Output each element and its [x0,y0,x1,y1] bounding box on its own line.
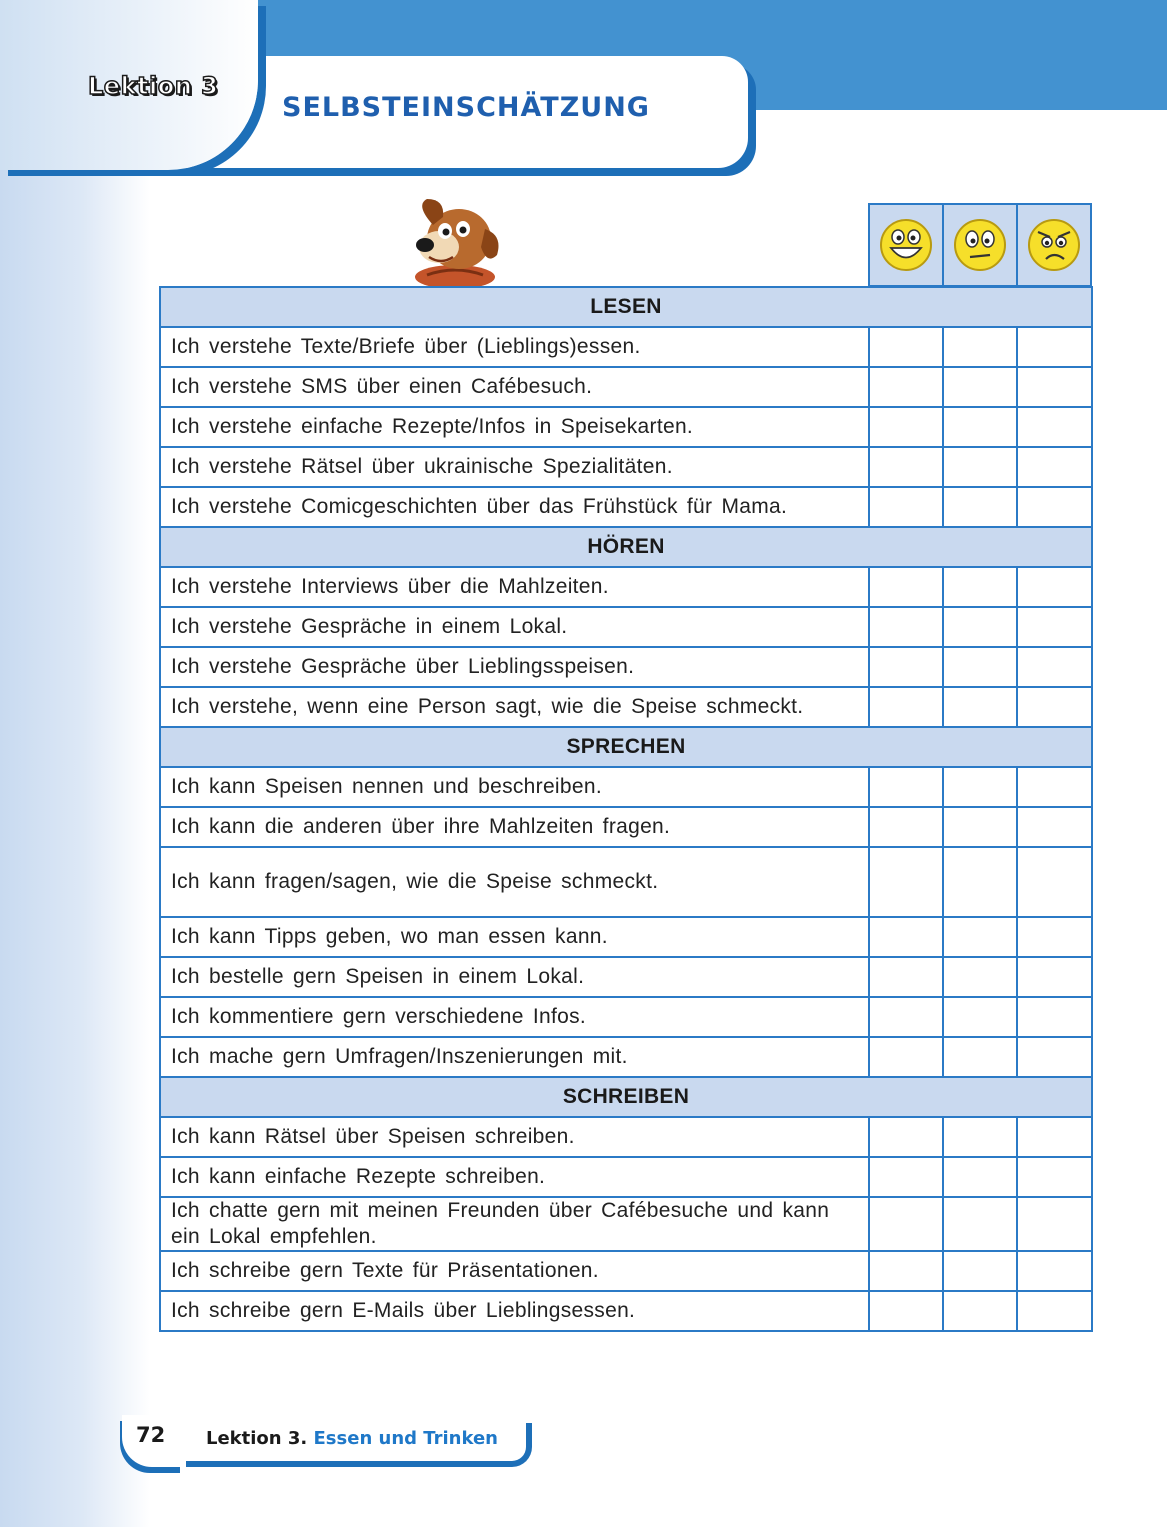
page-footer [122,1415,532,1467]
rating-box-bad[interactable] [1017,567,1092,607]
statement-text: Ich kann Tipps geben, wo man essen kann. [160,917,869,957]
rating-box-ok[interactable] [943,1291,1017,1331]
statement-row [160,1251,1092,1291]
statement-text: Ich verstehe einfache Rezepte/Infos in Speisekarten. [160,407,869,447]
rating-box-good[interactable] [869,647,943,687]
section-header-row [160,287,1092,327]
rating-box-ok[interactable] [943,327,1017,367]
puppy-dog-icon [405,195,505,287]
statement-text: Ich verstehe Gespräche in einem Lokal. [160,607,869,647]
rating-box-good[interactable] [869,917,943,957]
rating-box-ok[interactable] [943,1197,1017,1251]
statement-row [160,1037,1092,1077]
statement-row [160,1291,1092,1331]
statement-row [160,647,1092,687]
rating-box-ok[interactable] [943,567,1017,607]
section-header-row [160,527,1092,567]
rating-box-bad[interactable] [1017,1291,1092,1331]
section-header-row [160,727,1092,767]
rating-box-ok[interactable] [943,1037,1017,1077]
rating-box-ok[interactable] [943,807,1017,847]
rating-box-good[interactable] [869,957,943,997]
rating-box-ok[interactable] [943,1157,1017,1197]
rating-box-bad[interactable] [1017,687,1092,727]
footer-lesson: Lektion 3. [206,1428,308,1449]
statement-text: Ich verstehe Interviews über die Mahlzeiten. [160,567,869,607]
rating-box-bad[interactable] [1017,1251,1092,1291]
rating-box-good[interactable] [869,607,943,647]
statement-row [160,847,1092,917]
rating-box-good[interactable] [869,687,943,727]
statement-text: Ich kann fragen/sagen, wie die Speise schmeckt. [160,847,869,917]
lesson-badge: Lektion 3 [88,72,219,100]
rating-box-good[interactable] [869,1197,943,1251]
statement-row [160,807,1092,847]
statement-text: Ich kann Speisen nennen und beschreiben. [160,767,869,807]
rating-box-ok[interactable] [943,997,1017,1037]
rating-box-bad[interactable] [1017,957,1092,997]
happy-smiley-icon [878,217,934,273]
statement-text: Ich chatte gern mit meinen Freunden über Cafébesuche und kann ein Lokal empfehlen. [160,1197,869,1251]
rating-box-bad[interactable] [1017,1197,1092,1251]
statement-text: Ich kann die anderen über ihre Mahlzeiten fragen. [160,807,869,847]
rating-box-bad[interactable] [1017,1037,1092,1077]
rating-box-ok[interactable] [943,487,1017,527]
section-title: LESEN [160,287,1092,327]
statement-text: Ich kann Rätsel über Speisen schreiben. [160,1117,869,1157]
rating-box-good[interactable] [869,807,943,847]
rating-box-good[interactable] [869,447,943,487]
rating-box-bad[interactable] [1017,767,1092,807]
rating-box-bad[interactable] [1017,607,1092,647]
statement-text: Ich kann einfache Rezepte schreiben. [160,1157,869,1197]
rating-box-ok[interactable] [943,647,1017,687]
statement-row [160,567,1092,607]
rating-box-good[interactable] [869,327,943,367]
rating-box-ok[interactable] [943,607,1017,647]
rating-box-good[interactable] [869,407,943,447]
statement-row [160,767,1092,807]
statement-text: Ich verstehe Comicgeschichten über das Frühstück für Mama. [160,487,869,527]
statement-text: Ich bestelle gern Speisen in einem Lokal. [160,957,869,997]
statement-row [160,1197,1092,1251]
rating-box-good[interactable] [869,1117,943,1157]
rating-box-ok[interactable] [943,767,1017,807]
rating-box-bad[interactable] [1017,447,1092,487]
rating-box-bad[interactable] [1017,487,1092,527]
rating-box-good[interactable] [869,1037,943,1077]
rating-box-ok[interactable] [943,1251,1017,1291]
rating-box-good[interactable] [869,847,943,917]
section-title: HÖREN [160,527,1092,567]
rating-box-good[interactable] [869,767,943,807]
statement-row [160,1117,1092,1157]
rating-header [868,203,1092,287]
rating-box-good[interactable] [869,997,943,1037]
section-title: SCHREIBEN [160,1077,1092,1117]
statement-row [160,447,1092,487]
statement-row [160,327,1092,367]
statement-row [160,997,1092,1037]
page-number: 72 [136,1423,166,1447]
footer-topic: Essen und Trinken [313,1428,498,1449]
statement-text: Ich mache gern Umfragen/Inszenierungen mit. [160,1037,869,1077]
rating-box-good[interactable] [869,1251,943,1291]
statement-text: Ich verstehe Rätsel über ukrainische Spezialitäten. [160,447,869,487]
statement-text: Ich verstehe Texte/Briefe über (Lieblings)essen. [160,327,869,367]
footer-caption [206,1428,498,1449]
rating-box-bad[interactable] [1017,917,1092,957]
statement-text: Ich verstehe SMS über einen Cafébesuch. [160,367,869,407]
rating-box-bad[interactable] [1017,647,1092,687]
rating-col-bad [1017,204,1091,286]
statement-text: Ich verstehe Gespräche über Lieblingsspeisen. [160,647,869,687]
statement-text: Ich schreibe gern Texte für Präsentationen. [160,1251,869,1291]
page-title: SELBSTEINSCHÄTZUNG [282,92,650,123]
rating-box-good[interactable] [869,1291,943,1331]
rating-box-bad[interactable] [1017,1117,1092,1157]
rating-box-bad[interactable] [1017,997,1092,1037]
statement-row [160,607,1092,647]
statement-text: Ich kommentiere gern verschiedene Infos. [160,997,869,1037]
rating-col-ok [943,204,1017,286]
rating-box-ok[interactable] [943,367,1017,407]
statement-row [160,957,1092,997]
section-title: SPRECHEN [160,727,1092,767]
statement-text: Ich schreibe gern E-Mails über Lieblingsessen. [160,1291,869,1331]
rating-box-ok[interactable] [943,447,1017,487]
statement-text: Ich verstehe, wenn eine Person sagt, wie die Speise schmeckt. [160,687,869,727]
neutral-smiley-icon [952,217,1008,273]
statement-row [160,407,1092,447]
rating-box-ok[interactable] [943,917,1017,957]
rating-box-bad[interactable] [1017,1157,1092,1197]
left-margin-strip [0,0,150,1527]
rating-box-good[interactable] [869,1157,943,1197]
statement-row [160,487,1092,527]
rating-box-bad[interactable] [1017,847,1092,917]
section-header-row [160,1077,1092,1117]
rating-box-bad[interactable] [1017,807,1092,847]
rating-box-good[interactable] [869,367,943,407]
rating-box-ok[interactable] [943,407,1017,447]
angry-smiley-icon [1026,217,1082,273]
self-assessment-table [159,286,1093,1332]
rating-box-good[interactable] [869,567,943,607]
rating-col-good [869,204,943,286]
rating-box-bad[interactable] [1017,367,1092,407]
rating-box-good[interactable] [869,487,943,527]
rating-box-bad[interactable] [1017,327,1092,367]
rating-box-ok[interactable] [943,687,1017,727]
statement-row [160,917,1092,957]
rating-box-ok[interactable] [943,847,1017,917]
rating-box-ok[interactable] [943,1117,1017,1157]
statement-row [160,367,1092,407]
statement-row [160,1157,1092,1197]
rating-box-ok[interactable] [943,957,1017,997]
rating-box-bad[interactable] [1017,407,1092,447]
statement-row [160,687,1092,727]
